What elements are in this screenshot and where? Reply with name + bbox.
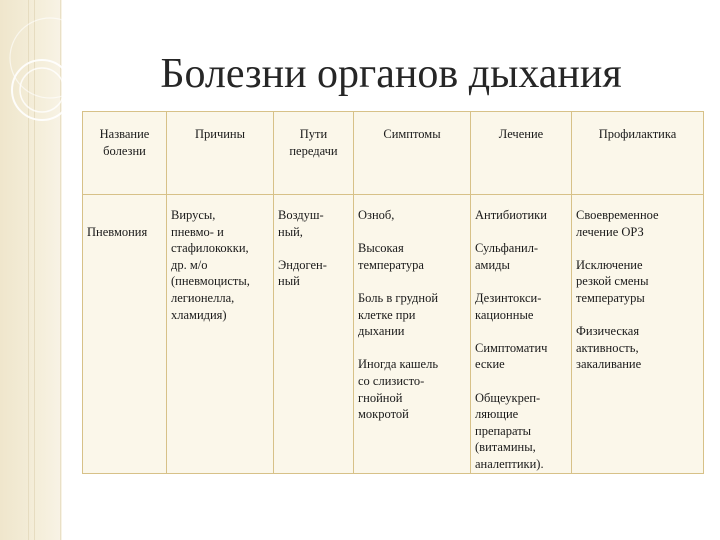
header-text: Название (99, 127, 150, 141)
cell-line: Эндоген- (278, 257, 327, 272)
decorative-sidebar (0, 0, 62, 540)
cell-transmission (274, 195, 354, 474)
table-row (83, 195, 704, 474)
cell-line (87, 207, 162, 224)
cell-line: амиды (475, 257, 510, 272)
cell-disease (83, 195, 167, 474)
header-text: Профилактика (598, 127, 677, 141)
table-header-row (83, 112, 704, 195)
cell-line: Исключение (576, 257, 643, 272)
cell-line (576, 307, 699, 324)
cell-line: кационные (475, 307, 534, 322)
cell-line: ляющие (475, 407, 519, 422)
cell-line: Вирусы, (171, 208, 216, 222)
cell-line: Пневмония (87, 224, 148, 239)
cell-line: Дезинтокси- (475, 290, 542, 305)
cell-line (358, 273, 466, 290)
cell-line: еские (475, 357, 505, 372)
cell-line: хламидия) (171, 307, 227, 322)
header-causes (167, 112, 274, 195)
cell-line: Иногда кашель (358, 357, 439, 372)
cell-line: мокротой (358, 407, 409, 422)
cell-line: температура (358, 257, 424, 272)
cell-line (475, 323, 567, 340)
cell-prevention (572, 195, 704, 474)
cell-line (278, 240, 349, 257)
cell-line: аналептики). (475, 456, 544, 471)
cell-line: стафилококки, (171, 241, 249, 256)
header-prevention (572, 112, 704, 195)
cell-lines (83, 195, 166, 240)
cell-lines (354, 195, 470, 423)
cell-line: дыхании (358, 324, 405, 339)
cell-line: др. м/о (171, 257, 208, 272)
header-text: Симптомы (383, 127, 441, 141)
cell-line: со слизисто- (358, 373, 425, 388)
cell-line: Симптоматич (475, 340, 548, 355)
cell-line: Общеукреп- (475, 390, 541, 405)
cell-causes (167, 195, 274, 474)
cell-line: клетке при (358, 307, 416, 322)
cell-line: закаливание (576, 357, 642, 372)
cell-lines (167, 195, 273, 323)
cell-line: Сульфанил- (475, 241, 539, 256)
cell-line: Боль в грудной (358, 290, 439, 305)
cell-line: Физическая (576, 324, 640, 339)
cell-line: активность, (576, 340, 639, 355)
cell-lines (471, 195, 571, 473)
cell-line (358, 224, 466, 241)
cell-line: ный, (278, 224, 303, 239)
cell-line: (пневмоцисты, (171, 274, 250, 289)
cell-lines (572, 195, 703, 373)
cell-line (475, 224, 567, 241)
cell-line: гнойной (358, 390, 403, 405)
cell-line: Своевременное (576, 208, 659, 222)
cell-line: ный (278, 274, 300, 289)
cell-symptoms (354, 195, 471, 474)
header-text: Лечение (498, 127, 544, 141)
header-symptoms (354, 112, 471, 195)
header-disease-name (83, 112, 167, 195)
cell-line: Озноб, (358, 208, 395, 222)
header-text: передачи (289, 143, 338, 158)
header-text: болезни (103, 143, 146, 158)
header-transmission (274, 112, 354, 195)
cell-treatment (471, 195, 572, 474)
cell-line: Антибиотики (475, 208, 547, 222)
cell-line (475, 373, 567, 390)
cell-line: Высокая (358, 241, 404, 256)
header-treatment (471, 112, 572, 195)
header-text: Причины (194, 127, 246, 141)
slide-title: Болезни органов дыхания (160, 51, 622, 97)
cell-line: (витамины, (475, 440, 536, 455)
cell-line: препараты (475, 423, 532, 438)
decorative-circles (0, 0, 62, 150)
cell-line: температуры (576, 290, 645, 305)
cell-line: резкой смены (576, 274, 649, 289)
cell-line: Воздуш- (278, 208, 324, 222)
cell-line: пневмо- и (171, 224, 224, 239)
cell-line (358, 340, 466, 357)
cell-line: легионелла, (171, 290, 235, 305)
cell-line (475, 273, 567, 290)
cell-lines (274, 195, 353, 290)
cell-line: лечение ОРЗ (576, 224, 644, 239)
cell-line (576, 240, 699, 257)
header-text: Пути (299, 127, 328, 141)
diseases-table (82, 111, 704, 474)
